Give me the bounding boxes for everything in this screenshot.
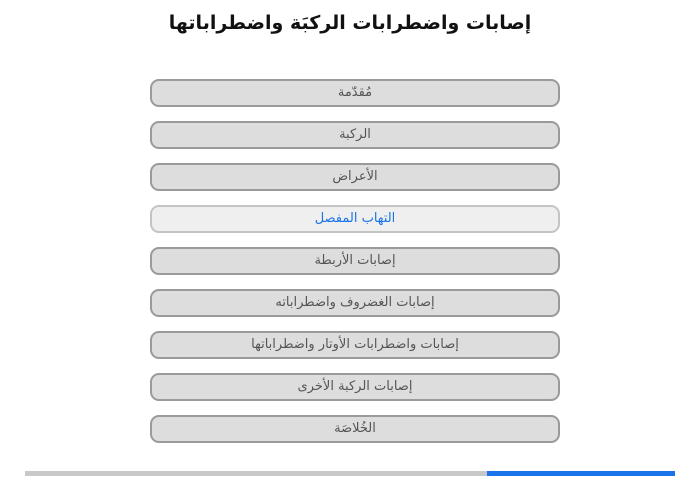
menu-item-summary[interactable]: الخُلاصَة xyxy=(150,415,560,443)
menu-item-arthritis[interactable]: التهاب المفصل xyxy=(150,205,560,233)
menu-item-ligament-injuries[interactable]: إصابات الأربطة xyxy=(150,247,560,275)
menu-item-tendon-disorders[interactable]: إصابات واضطرابات الأوتار واضطراباتها xyxy=(150,331,560,359)
progress-bar-fill xyxy=(487,471,676,476)
menu-item-other-knee-injuries[interactable]: إصابات الركبة الأخرى xyxy=(150,373,560,401)
menu-item-cartilage-injuries[interactable]: إصابات الغضروف واضطراباته xyxy=(150,289,560,317)
progress-bar xyxy=(25,471,675,476)
menu-item-symptoms[interactable]: الأعراض xyxy=(150,163,560,191)
page-title: إصابات واضطرابات الركبَة واضطراباتها xyxy=(168,12,532,34)
chapter-menu xyxy=(150,79,560,457)
menu-item-introduction[interactable]: مُقدّمة xyxy=(150,79,560,107)
menu-item-knee[interactable]: الركبة xyxy=(150,121,560,149)
